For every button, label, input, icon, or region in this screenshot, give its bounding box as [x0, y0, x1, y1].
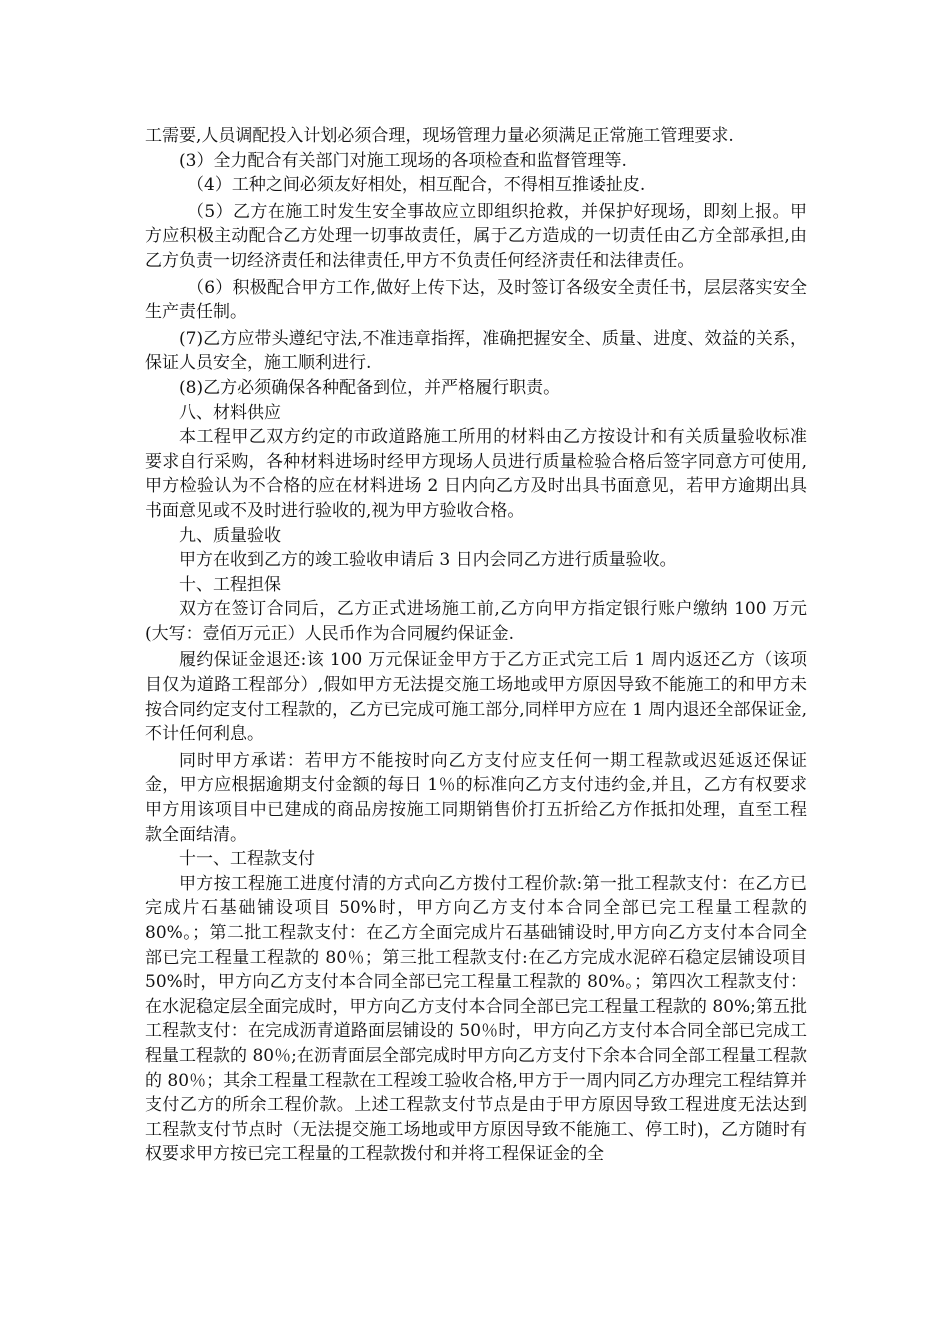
section-heading-materials: 八、材料供应: [179, 402, 281, 423]
paragraph-materials: 本工程甲乙双方约定的市政道路施工所用的材料由乙方按设计和有关质量验收标准要求自行采购，各种材料进场时经甲方现场人员进行质量检验合格后签字同意方可使用,甲方检验认为不合格的应在材料进场 2 日内向乙方及时出具书面意见，若甲方逾期出具书面意见或不及时进行验收的,视为甲方验收合格。: [145, 427, 807, 521]
paragraph-payment: 甲方按工程施工进度付清的方式向乙方拨付工程价款:第一批工程款支付：在乙方已完成片石基础铺设项目 50%时，甲方向乙方支付本合同全部已完工程量工程款的 80%。；第二批工程款支付：在乙方全面完成片石基础铺设时,甲方向乙方支付本合同全部已完工程量工程款的 80％；第三批工程款支付:在乙方完成水泥碎石稳定层铺设项目 50%时，甲方向乙方支付本合同全部已完工程量工程款的 80%。；第四次工程款支付：在水泥稳定层全面完成时，甲方向乙方支付本合同全部已完工程量工程款的 80%;第五批工程款支付：在完成沥青道路面层铺设的 50％时，甲方向乙方支付本合同全部已完成工程量工程款的 80％;在沥青面层全部完成时甲方向乙方支付下余本合同全部工程量工程款的 80％；其余工程量工程款在工程竣工验收合格,甲方于一周内同乙方办理完工程结算并支付乙方的所余工程价款。上述工程款支付节点是由于甲方原因导致工程进度无法达到工程款支付节点时（无法提交施工场地或甲方原因导致不能施工、停工时)，乙方随时有权要求甲方按已完工程量的工程款拨付和并将工程保证金的全: [145, 873, 807, 1165]
paragraph-guarantee-refund: 履约保证金退还:该 100 万元保证金甲方于乙方正式完工后 1 周内返还乙方（该项目仅为道路工程部分）,假如甲方无法提交施工场地或甲方原因导致不能施工的和甲方未按合同约定支付工程款的，乙方已完成可施工部分,同样甲方应在 1 周内退还全部保证金,不计任何利息。: [145, 650, 807, 745]
paragraph-quality: 甲方在收到乙方的竣工验收申请后 3 日内会同乙方进行质量验收。: [179, 550, 677, 571]
section-heading-payment: 十一、工程款支付: [179, 849, 315, 870]
paragraph-item-3: (3）全力配合有关部门对施工现场的各项检查和监督管理等.: [179, 150, 627, 171]
document-body: [145, 124, 807, 1167]
paragraph-item-5: （5）乙方在施工时发生安全事故应立即组织抢救，并保护好现场，即刻上报。甲方应积极主动配合乙方处理一切事故责任，属于乙方造成的一切责任由乙方全部承担,由乙方负责一切经济责任和法律责任,甲方不负责任何经济责任和法律责任。: [145, 201, 807, 271]
paragraph-guarantee-deposit: 双方在签订合同后，乙方正式进场施工前,乙方向甲方指定银行账户缴纳 100 万元(大写：壹佰万元正）人民币作为合同履约保证金.: [145, 599, 807, 644]
paragraph-item-8: (8)乙方必须确保各种配备到位，并严格履行职责。: [179, 377, 561, 398]
paragraph-item-4: （4）工种之间必须友好相处，相互配合，不得相互推诿扯皮.: [187, 175, 646, 196]
section-heading-guarantee: 十、工程担保: [179, 574, 281, 595]
paragraph-item-6: （6）积极配合甲方工作,做好上传下达，及时签订各级安全责任书，层层落实安全生产责任制。: [145, 277, 807, 323]
paragraph-item-7: (7)乙方应带头遵纪守法,不准违章指挥，准确把握安全、质量、进度、效益的关系，保证人员安全，施工顺利进行.: [145, 328, 807, 374]
paragraph-continuation: 工需要,人员调配投入计划必须合理，现场管理力量必须满足正常施工管理要求.: [145, 126, 734, 146]
section-heading-quality: 九、质量验收: [179, 525, 281, 546]
paragraph-commitment: 同时甲方承诺：若甲方不能按时向乙方支付应支任何一期工程款或迟延返还保证金，甲方应根据逾期支付金额的每日 1％的标准向乙方支付违约金,并且，乙方有权要求甲方用该项目中已建成的商品房按施工同期销售价打五折给乙方作抵扣处理，直至工程款全面结清。: [145, 750, 807, 845]
